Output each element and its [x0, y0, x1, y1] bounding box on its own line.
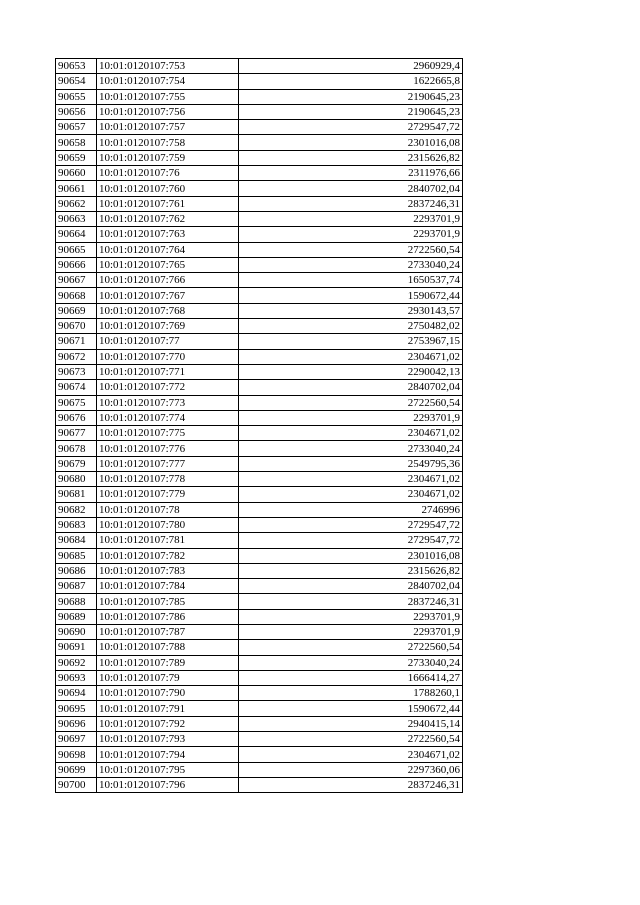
cadastral-value-cell: 2722560,54 [239, 640, 463, 655]
cadastral-number-cell: 10:01:0120107:770 [97, 349, 239, 364]
row-id-cell: 90694 [56, 686, 97, 701]
table-row [56, 364, 463, 379]
table-row [56, 319, 463, 334]
cadastral-value-cell: 2930143,57 [239, 303, 463, 318]
table-row [56, 104, 463, 119]
table-row [56, 211, 463, 226]
cadastral-value-cell: 2729547,72 [239, 533, 463, 548]
row-id-cell: 90691 [56, 640, 97, 655]
cadastral-value-cell: 2304671,02 [239, 426, 463, 441]
cadastral-value-cell: 2315626,82 [239, 150, 463, 165]
row-id-cell: 90687 [56, 579, 97, 594]
row-id-cell: 90679 [56, 456, 97, 471]
table-row [56, 166, 463, 181]
row-id-cell: 90699 [56, 762, 97, 777]
row-id-cell: 90655 [56, 89, 97, 104]
cadastral-value-cell: 1666414,27 [239, 670, 463, 685]
table-row [56, 533, 463, 548]
row-id-cell: 90695 [56, 701, 97, 716]
table-row [56, 395, 463, 410]
cadastral-value-cell: 2549795,36 [239, 456, 463, 471]
row-id-cell: 90659 [56, 150, 97, 165]
cadastral-number-cell: 10:01:0120107:773 [97, 395, 239, 410]
row-id-cell: 90680 [56, 472, 97, 487]
cadastral-value-cell: 2729547,72 [239, 120, 463, 135]
table-row [56, 716, 463, 731]
row-id-cell: 90686 [56, 563, 97, 578]
row-id-cell: 90677 [56, 426, 97, 441]
row-id-cell: 90684 [56, 533, 97, 548]
cadastral-value-cell: 2293701,9 [239, 211, 463, 226]
cadastral-value-cell: 1590672,44 [239, 288, 463, 303]
cadastral-value-cell: 2315626,82 [239, 563, 463, 578]
table-row [56, 502, 463, 517]
table-row [56, 181, 463, 196]
cadastral-number-cell: 10:01:0120107:794 [97, 747, 239, 762]
table-row [56, 257, 463, 272]
cadastral-number-cell: 10:01:0120107:771 [97, 364, 239, 379]
table-row [56, 517, 463, 532]
cadastral-number-cell: 10:01:0120107:756 [97, 104, 239, 119]
cadastral-value-cell: 2304671,02 [239, 349, 463, 364]
table-row [56, 273, 463, 288]
row-id-cell: 90666 [56, 257, 97, 272]
table-row [56, 59, 463, 74]
cadastral-value-cell: 2840702,04 [239, 579, 463, 594]
table-row [56, 747, 463, 762]
row-id-cell: 90676 [56, 410, 97, 425]
row-id-cell: 90657 [56, 120, 97, 135]
table-row [56, 701, 463, 716]
cadastral-number-cell: 10:01:0120107:783 [97, 563, 239, 578]
cadastral-value-cell: 2297360,06 [239, 762, 463, 777]
cadastral-value-cell: 2837246,31 [239, 594, 463, 609]
cadastral-number-cell: 10:01:0120107:766 [97, 273, 239, 288]
table-row [56, 655, 463, 670]
table-row [56, 89, 463, 104]
cadastral-number-cell: 10:01:0120107:786 [97, 609, 239, 624]
row-id-cell: 90673 [56, 364, 97, 379]
cadastral-value-cell: 2733040,24 [239, 257, 463, 272]
cadastral-number-cell: 10:01:0120107:776 [97, 441, 239, 456]
row-id-cell: 90682 [56, 502, 97, 517]
cadastral-number-cell: 10:01:0120107:755 [97, 89, 239, 104]
cadastral-number-cell: 10:01:0120107:779 [97, 487, 239, 502]
row-id-cell: 90683 [56, 517, 97, 532]
row-id-cell: 90665 [56, 242, 97, 257]
cadastral-number-cell: 10:01:0120107:790 [97, 686, 239, 701]
cadastral-value-cell: 2304671,02 [239, 487, 463, 502]
table-body [56, 59, 463, 793]
table-row [56, 135, 463, 150]
table-row [56, 227, 463, 242]
cadastral-number-cell: 10:01:0120107:763 [97, 227, 239, 242]
cadastral-number-cell: 10:01:0120107:759 [97, 150, 239, 165]
cadastral-value-cell: 2293701,9 [239, 227, 463, 242]
cadastral-value-cell: 2840702,04 [239, 380, 463, 395]
cadastral-value-cell: 2293701,9 [239, 609, 463, 624]
cadastral-number-cell: 10:01:0120107:761 [97, 196, 239, 211]
table-row [56, 670, 463, 685]
table-row [56, 640, 463, 655]
cadastral-value-cell: 2190645,23 [239, 104, 463, 119]
row-id-cell: 90656 [56, 104, 97, 119]
cadastral-number-cell: 10:01:0120107:760 [97, 181, 239, 196]
cadastral-value-cell: 2746996 [239, 502, 463, 517]
table-row [56, 120, 463, 135]
cadastral-value-cell: 2837246,31 [239, 777, 463, 792]
cadastral-number-cell: 10:01:0120107:768 [97, 303, 239, 318]
cadastral-value-cell: 2301016,08 [239, 548, 463, 563]
cadastral-number-cell: 10:01:0120107:765 [97, 257, 239, 272]
cadastral-number-cell: 10:01:0120107:781 [97, 533, 239, 548]
cadastral-value-cell: 2729547,72 [239, 517, 463, 532]
cadastral-number-cell: 10:01:0120107:753 [97, 59, 239, 74]
table-row [56, 732, 463, 747]
cadastral-number-cell: 10:01:0120107:754 [97, 74, 239, 89]
cadastral-value-cell: 2722560,54 [239, 732, 463, 747]
cadastral-number-cell: 10:01:0120107:778 [97, 472, 239, 487]
cadastral-value-cell: 2960929,4 [239, 59, 463, 74]
cadastral-number-cell: 10:01:0120107:76 [97, 166, 239, 181]
row-id-cell: 90697 [56, 732, 97, 747]
table-row [56, 410, 463, 425]
cadastral-number-cell: 10:01:0120107:792 [97, 716, 239, 731]
table-row [56, 74, 463, 89]
row-id-cell: 90664 [56, 227, 97, 242]
row-id-cell: 90667 [56, 273, 97, 288]
cadastral-value-cell: 2290042,13 [239, 364, 463, 379]
row-id-cell: 90685 [56, 548, 97, 563]
cadastral-value-cell: 2311976,66 [239, 166, 463, 181]
cadastral-value-cell: 2940415,14 [239, 716, 463, 731]
cadastral-number-cell: 10:01:0120107:780 [97, 517, 239, 532]
cadastral-value-table [55, 58, 463, 793]
row-id-cell: 90668 [56, 288, 97, 303]
row-id-cell: 90669 [56, 303, 97, 318]
cadastral-value-cell: 1788260,1 [239, 686, 463, 701]
cadastral-number-cell: 10:01:0120107:782 [97, 548, 239, 563]
row-id-cell: 90675 [56, 395, 97, 410]
cadastral-value-cell: 2293701,9 [239, 624, 463, 639]
table-row [56, 563, 463, 578]
cadastral-number-cell: 10:01:0120107:784 [97, 579, 239, 594]
table-row [56, 762, 463, 777]
cadastral-value-cell: 2840702,04 [239, 181, 463, 196]
row-id-cell: 90662 [56, 196, 97, 211]
table-row [56, 196, 463, 211]
cadastral-value-cell: 2733040,24 [239, 655, 463, 670]
row-id-cell: 90663 [56, 211, 97, 226]
table-row [56, 349, 463, 364]
table-row [56, 472, 463, 487]
cadastral-value-cell: 2190645,23 [239, 89, 463, 104]
table-row [56, 150, 463, 165]
cadastral-number-cell: 10:01:0120107:795 [97, 762, 239, 777]
table-row [56, 242, 463, 257]
cadastral-number-cell: 10:01:0120107:77 [97, 334, 239, 349]
cadastral-number-cell: 10:01:0120107:764 [97, 242, 239, 257]
row-id-cell: 90700 [56, 777, 97, 792]
table-row [56, 579, 463, 594]
cadastral-value-cell: 1590672,44 [239, 701, 463, 716]
cadastral-number-cell: 10:01:0120107:78 [97, 502, 239, 517]
table-row [56, 686, 463, 701]
row-id-cell: 90692 [56, 655, 97, 670]
row-id-cell: 90688 [56, 594, 97, 609]
row-id-cell: 90672 [56, 349, 97, 364]
cadastral-number-cell: 10:01:0120107:79 [97, 670, 239, 685]
table-row [56, 426, 463, 441]
table-row [56, 456, 463, 471]
cadastral-number-cell: 10:01:0120107:758 [97, 135, 239, 150]
row-id-cell: 90690 [56, 624, 97, 639]
cadastral-number-cell: 10:01:0120107:789 [97, 655, 239, 670]
cadastral-number-cell: 10:01:0120107:785 [97, 594, 239, 609]
row-id-cell: 90698 [56, 747, 97, 762]
cadastral-number-cell: 10:01:0120107:772 [97, 380, 239, 395]
cadastral-value-cell: 2293701,9 [239, 410, 463, 425]
cadastral-value-cell: 1650537,74 [239, 273, 463, 288]
row-id-cell: 90671 [56, 334, 97, 349]
cadastral-value-cell: 2750482,02 [239, 319, 463, 334]
cadastral-value-cell: 1622665,8 [239, 74, 463, 89]
cadastral-value-cell: 2733040,24 [239, 441, 463, 456]
cadastral-value-cell: 2722560,54 [239, 242, 463, 257]
table-row [56, 609, 463, 624]
cadastral-number-cell: 10:01:0120107:791 [97, 701, 239, 716]
row-id-cell: 90653 [56, 59, 97, 74]
cadastral-number-cell: 10:01:0120107:796 [97, 777, 239, 792]
row-id-cell: 90681 [56, 487, 97, 502]
row-id-cell: 90693 [56, 670, 97, 685]
table-row [56, 487, 463, 502]
cadastral-value-cell: 2304671,02 [239, 472, 463, 487]
row-id-cell: 90660 [56, 166, 97, 181]
row-id-cell: 90674 [56, 380, 97, 395]
table-row [56, 594, 463, 609]
cadastral-value-cell: 2722560,54 [239, 395, 463, 410]
cadastral-number-cell: 10:01:0120107:767 [97, 288, 239, 303]
cadastral-number-cell: 10:01:0120107:788 [97, 640, 239, 655]
cadastral-value-cell: 2301016,08 [239, 135, 463, 150]
cadastral-value-cell: 2837246,31 [239, 196, 463, 211]
row-id-cell: 90678 [56, 441, 97, 456]
row-id-cell: 90654 [56, 74, 97, 89]
row-id-cell: 90689 [56, 609, 97, 624]
cadastral-number-cell: 10:01:0120107:777 [97, 456, 239, 471]
cadastral-number-cell: 10:01:0120107:775 [97, 426, 239, 441]
row-id-cell: 90661 [56, 181, 97, 196]
cadastral-value-cell: 2304671,02 [239, 747, 463, 762]
table-row [56, 380, 463, 395]
cadastral-number-cell: 10:01:0120107:787 [97, 624, 239, 639]
cadastral-number-cell: 10:01:0120107:769 [97, 319, 239, 334]
table-row [56, 303, 463, 318]
table-row [56, 548, 463, 563]
row-id-cell: 90658 [56, 135, 97, 150]
cadastral-number-cell: 10:01:0120107:762 [97, 211, 239, 226]
cadastral-value-cell: 2753967,15 [239, 334, 463, 349]
table-row [56, 441, 463, 456]
table-row [56, 288, 463, 303]
cadastral-number-cell: 10:01:0120107:757 [97, 120, 239, 135]
cadastral-number-cell: 10:01:0120107:774 [97, 410, 239, 425]
cadastral-number-cell: 10:01:0120107:793 [97, 732, 239, 747]
row-id-cell: 90670 [56, 319, 97, 334]
table-row [56, 777, 463, 792]
table-row [56, 624, 463, 639]
table-row [56, 334, 463, 349]
row-id-cell: 90696 [56, 716, 97, 731]
